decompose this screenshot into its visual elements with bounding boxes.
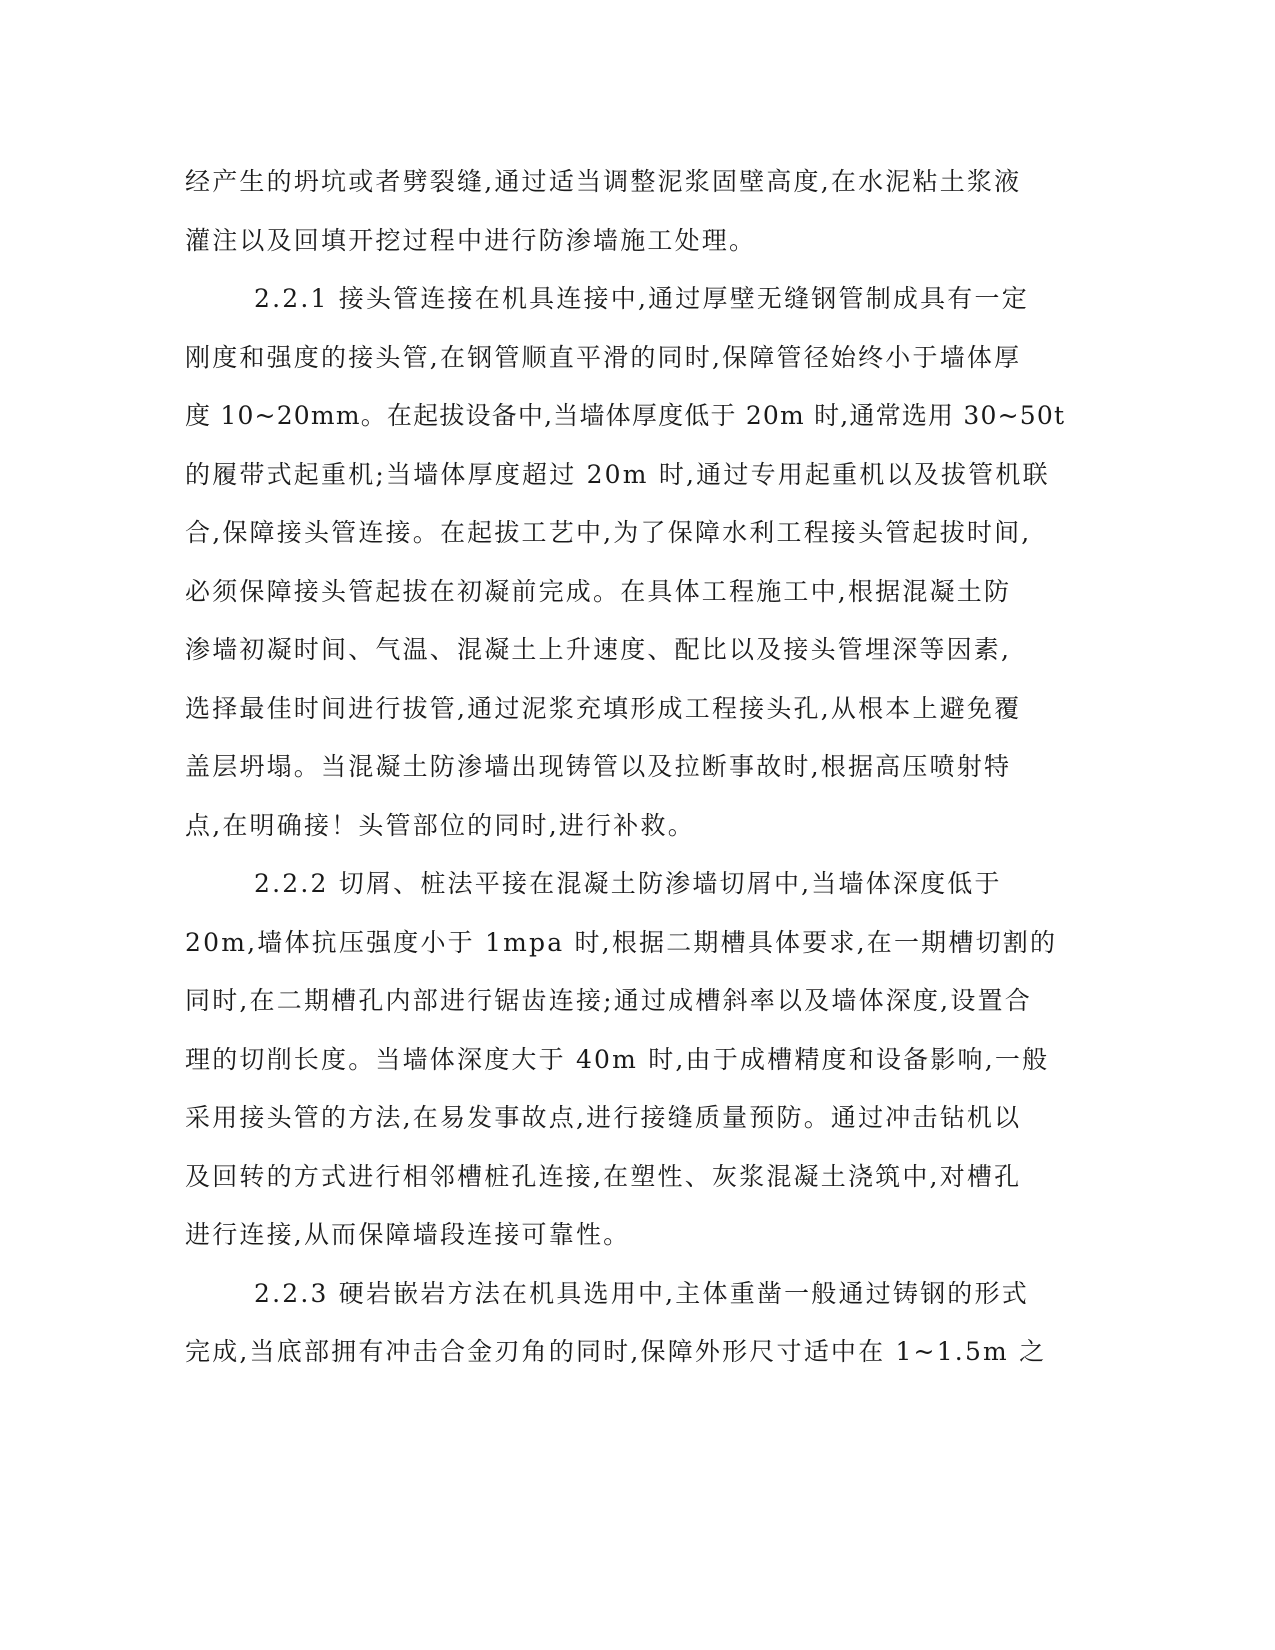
text-line: 理的切削长度。当墙体深度大于 40m 时,由于成槽精度和设备影响,一般 xyxy=(185,1045,1050,1074)
text-line: 合,保障接头管连接。在起拔工艺中,为了保障水利工程接头管起拔时间, xyxy=(185,518,1032,547)
text-line: 点,在明确接！头管部位的同时,进行补救。 xyxy=(185,811,695,840)
text-line: 刚度和强度的接头管,在钢管顺直平滑的同时,保障管径始终小于墙体厚 xyxy=(185,343,1022,372)
text-line: 20m,墙体抗压强度小于 1mpa 时,根据二期槽具体要求,在一期槽切割的 xyxy=(185,928,1058,957)
text-line: 盖层坍塌。当混凝土防渗墙出现铸管以及拉断事故时,根据高压喷射特 xyxy=(185,752,1012,781)
text-line: 灌注以及回填开挖过程中进行防渗墙施工处理。 xyxy=(185,226,757,255)
paragraph-heading-2-2-3: 2.2.3 硬岩嵌岩方法在机具选用中,主体重凿一般通过铸钢的形式 xyxy=(254,1279,1029,1308)
paragraph-heading-2-2-1: 2.2.1 接头管连接在机具连接中,通过厚壁无缝钢管制成具有一定 xyxy=(254,284,1029,313)
text-line: 的履带式起重机;当墙体厚度超过 20m 时,通过专用起重机以及拔管机联 xyxy=(185,460,1050,489)
text-line: 同时,在二期槽孔内部进行锯齿连接;通过成槽斜率以及墙体深度,设置合 xyxy=(185,986,1032,1015)
text-line: 完成,当底部拥有冲击合金刃角的同时,保障外形尺寸适中在 1~1.5m 之 xyxy=(185,1337,1047,1366)
text-line: 进行连接,从而保障墙段连接可靠性。 xyxy=(185,1220,631,1249)
paragraph-heading-2-2-2: 2.2.2 切屑、桩法平接在混凝土防渗墙切屑中,当墙体深度低于 xyxy=(254,869,1002,898)
text-line: 选择最佳时间进行拔管,通过泥浆充填形成工程接头孔,从根本上避免覆 xyxy=(185,694,1022,723)
text-line: 度 10~20mm。在起拔设备中,当墙体厚度低于 20m 时,通常选用 30~50t xyxy=(185,401,1066,430)
text-line: 采用接头管的方法,在易发事故点,进行接缝质量预防。通过冲击钻机以 xyxy=(185,1103,1022,1132)
text-line: 渗墙初凝时间、气温、混凝土上升速度、配比以及接头管埋深等因素, xyxy=(185,635,1012,664)
text-line: 经产生的坍坑或者劈裂缝,通过适当调整泥浆固壁高度,在水泥粘土浆液 xyxy=(185,167,1022,196)
text-line: 必须保障接头管起拔在初凝前完成。在具体工程施工中,根据混凝土防 xyxy=(185,577,1012,606)
text-line: 及回转的方式进行相邻槽桩孔连接,在塑性、灰浆混凝土浇筑中,对槽孔 xyxy=(185,1162,1022,1191)
